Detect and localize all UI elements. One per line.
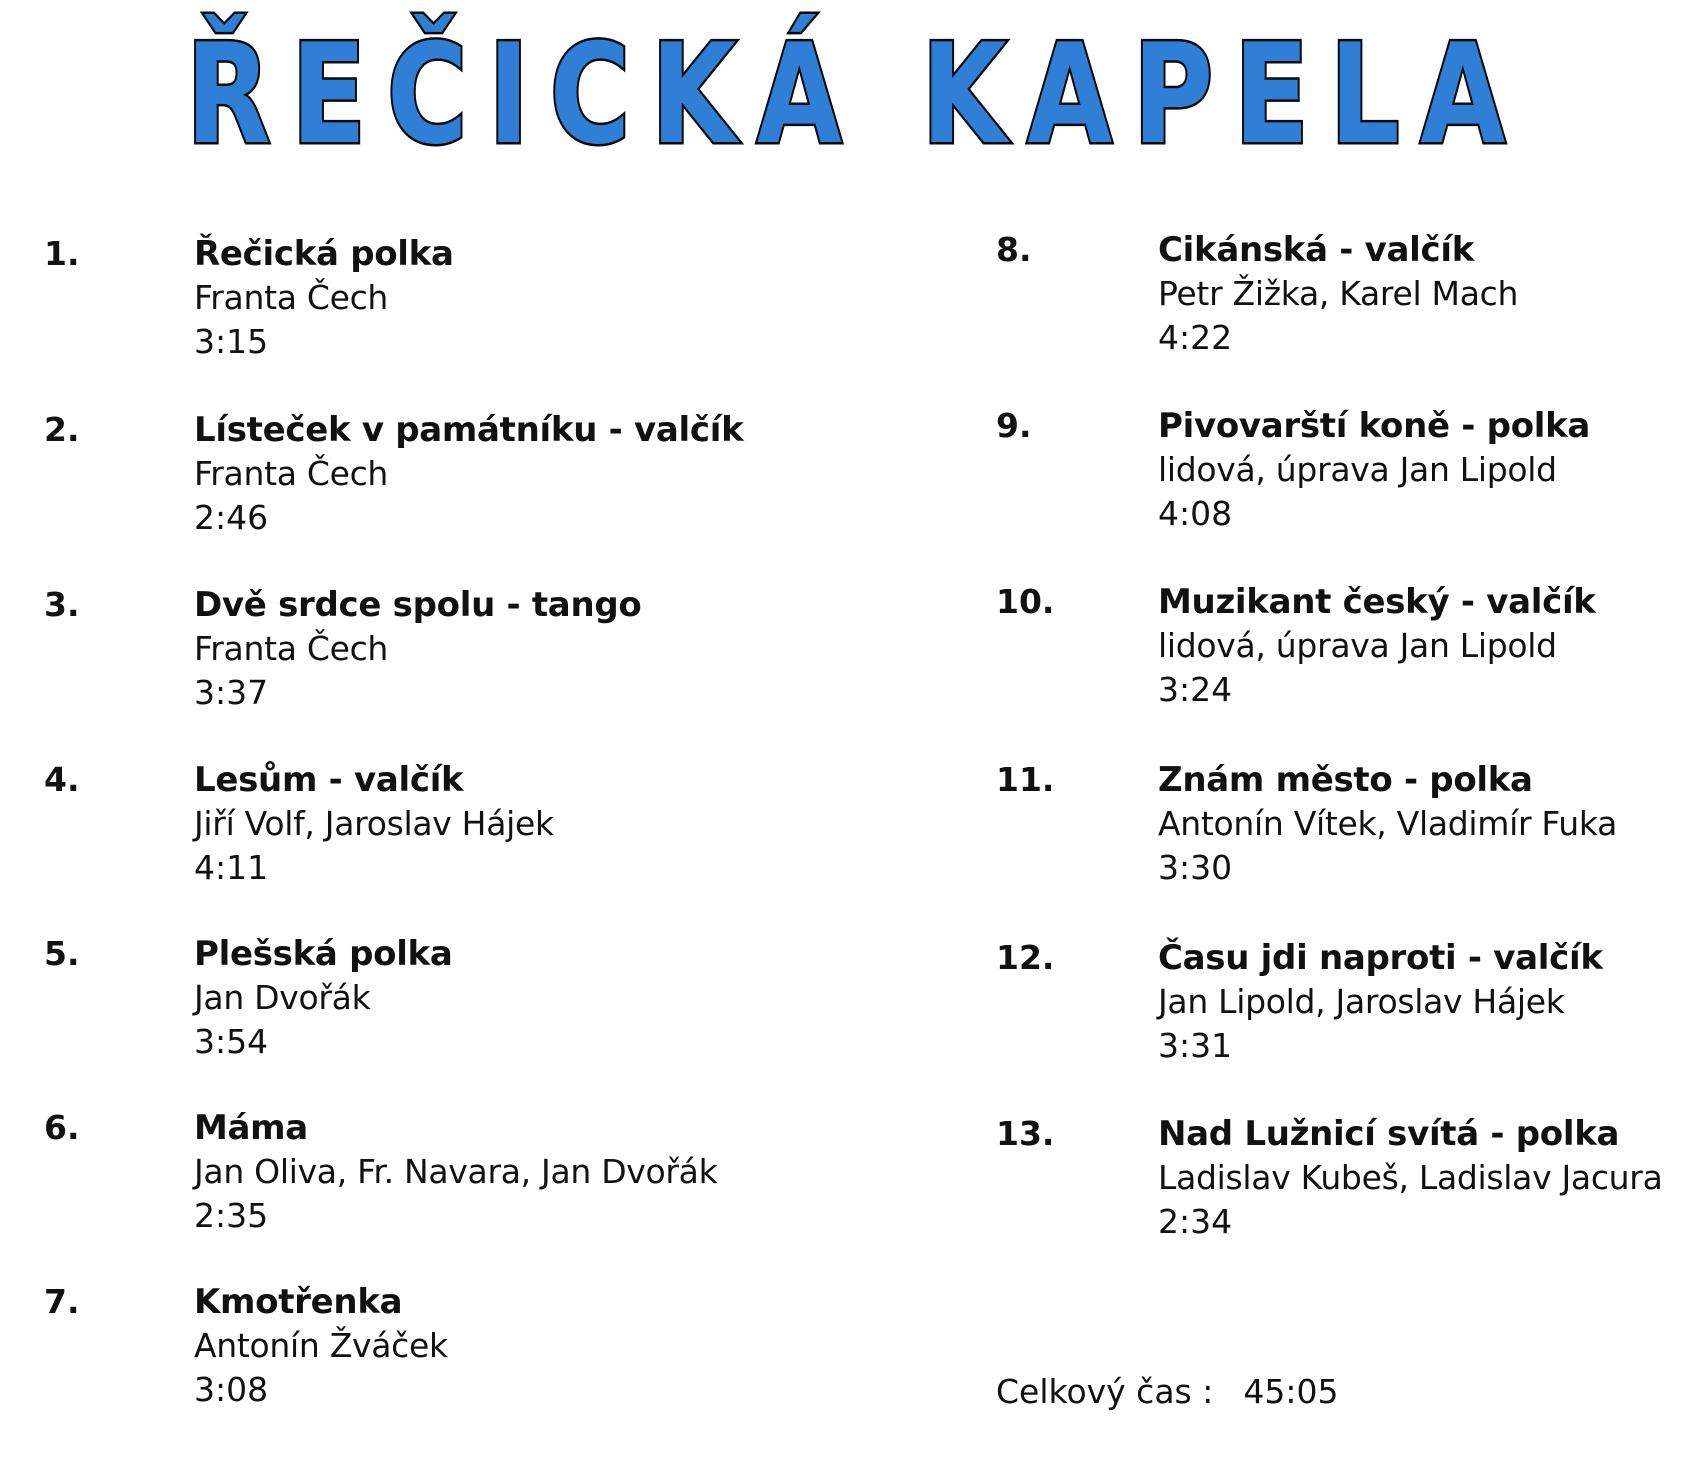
- track-authors: Franta Čech: [194, 629, 389, 668]
- track-name: Máma: [194, 1108, 308, 1148]
- track-name: Času jdi naproti - valčík: [1158, 938, 1603, 978]
- track-item: [44, 932, 844, 1082]
- track-authors: Ladislav Kubeš, Ladislav Jacura: [1158, 1158, 1663, 1197]
- track-duration: 4:11: [194, 848, 269, 887]
- album-title-text: ŘEČICKÁ KAPELA: [186, 14, 1526, 170]
- track-item: [996, 404, 1686, 554]
- track-item: [996, 580, 1686, 730]
- track-authors: Jan Dvořák: [194, 978, 371, 1017]
- track-duration: 2:46: [194, 498, 269, 537]
- track-authors: Jan Oliva, Fr. Navara, Jan Dvořák: [194, 1152, 718, 1191]
- track-duration: 3:15: [194, 322, 269, 361]
- track-name: Lísteček v památníku - valčík: [194, 410, 744, 450]
- track-duration: 3:30: [1158, 848, 1233, 887]
- track-duration: 2:34: [1158, 1202, 1233, 1241]
- track-name: Lesům - valčík: [194, 760, 464, 800]
- track-number: 6.: [44, 1108, 80, 1147]
- track-item: [44, 758, 844, 908]
- track-name: Muzikant český - valčík: [1158, 582, 1596, 622]
- track-item: [996, 1112, 1686, 1262]
- track-number: 9.: [996, 406, 1032, 445]
- track-name: Řečická polka: [194, 234, 454, 274]
- track-duration: 3:08: [194, 1370, 269, 1409]
- track-item: [44, 232, 844, 382]
- track-authors: Franta Čech: [194, 454, 389, 493]
- track-number: 1.: [44, 234, 80, 273]
- total-time: [996, 1370, 1338, 1414]
- track-name: Znám město - polka: [1158, 760, 1533, 800]
- track-item: [44, 583, 844, 733]
- track-duration: 2:35: [194, 1196, 269, 1235]
- album-title-graphic: [176, 10, 1536, 170]
- track-number: 2.: [44, 410, 80, 449]
- track-name: Nad Lužnicí svítá - polka: [1158, 1114, 1620, 1154]
- total-time-value: 45:05: [1243, 1372, 1339, 1411]
- track-name: Plešská polka: [194, 934, 453, 974]
- track-item: [44, 408, 844, 558]
- track-name: Cikánská - valčík: [1158, 230, 1475, 270]
- track-duration: 3:37: [194, 673, 269, 712]
- track-authors: Antonín Vítek, Vladimír Fuka: [1158, 804, 1618, 843]
- track-item: [996, 758, 1686, 908]
- track-duration: 4:08: [1158, 494, 1233, 533]
- track-authors: Antonín Žváček: [194, 1326, 448, 1365]
- track-item: [996, 228, 1686, 378]
- album-title: [176, 10, 1536, 170]
- track-duration: 3:24: [1158, 670, 1233, 709]
- track-authors: Petr Žižka, Karel Mach: [1158, 274, 1519, 313]
- track-name: Pivovarští koně - polka: [1158, 406, 1591, 446]
- track-number: 5.: [44, 934, 80, 973]
- track-authors: Jan Lipold, Jaroslav Hájek: [1158, 982, 1565, 1021]
- track-authors: lidová, úprava Jan Lipold: [1158, 626, 1557, 665]
- track-number: 10.: [996, 582, 1055, 621]
- track-authors: Jiří Volf, Jaroslav Hájek: [194, 804, 554, 843]
- track-item: [996, 936, 1686, 1086]
- track-number: 11.: [996, 760, 1055, 799]
- total-time-label: Celkový čas :: [996, 1372, 1214, 1411]
- track-authors: Franta Čech: [194, 278, 389, 317]
- track-duration: 4:22: [1158, 318, 1233, 357]
- track-number: 7.: [44, 1282, 80, 1321]
- track-number: 4.: [44, 760, 80, 799]
- track-item: [44, 1106, 844, 1256]
- track-duration: 3:31: [1158, 1026, 1233, 1065]
- track-name: Dvě srdce spolu - tango: [194, 585, 642, 625]
- track-item: [44, 1280, 844, 1430]
- track-number: 12.: [996, 938, 1055, 977]
- track-number: 8.: [996, 230, 1032, 269]
- track-authors: lidová, úprava Jan Lipold: [1158, 450, 1557, 489]
- track-name: Kmotřenka: [194, 1282, 403, 1322]
- track-number: 3.: [44, 585, 80, 624]
- track-number: 13.: [996, 1114, 1055, 1153]
- track-duration: 3:54: [194, 1022, 269, 1061]
